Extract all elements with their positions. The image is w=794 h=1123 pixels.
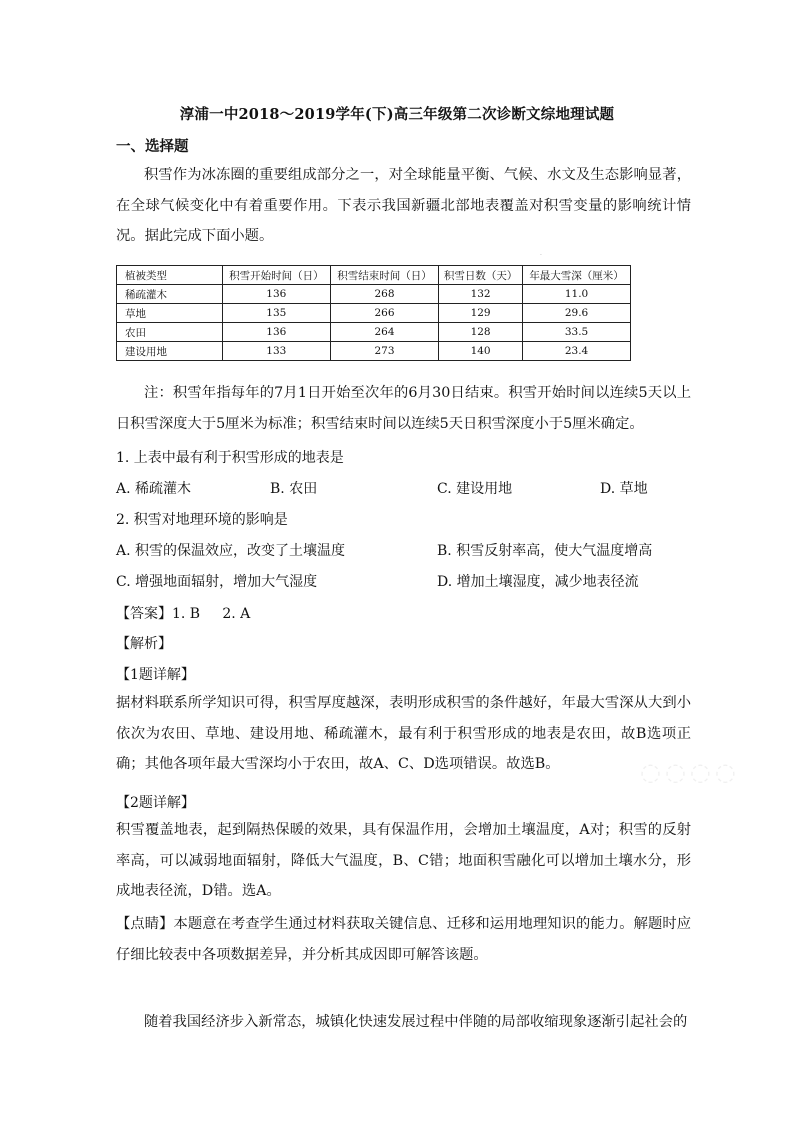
section-heading: 一、选择题	[116, 138, 189, 155]
table-header-cell: 植被类型	[117, 266, 223, 285]
next-paragraph: 随着我国经济步入新常态，城镇化快速发展过程中伴随的局部收缩现象逐渐引起社会的	[144, 1014, 688, 1030]
detail-1-heading: 【1题详解】	[116, 667, 195, 683]
document-title: 淳浦一中2018～2019学年(下)高三年级第二次诊断文综地理试题	[179, 106, 615, 123]
table-header-cell: 积雪结束时间（日）	[330, 266, 438, 285]
table-row	[117, 285, 631, 304]
intro-paragraph: 积雪作为冰冻圈的重要组成部分之一，对全球能量平衡、气候、水文及生态影响显著，在全球气候变化中有着重要作用。下表示我国新疆北部地表覆盖对积雪变量的影响统计情况。据此完成下面小题。	[116, 167, 691, 244]
table-cell: 264	[330, 323, 438, 342]
table-cell: 135	[222, 304, 330, 323]
snow-data-table	[116, 265, 631, 361]
table-header-cell: 积雪开始时间（日）	[222, 266, 330, 285]
table-cell: 266	[330, 304, 438, 323]
q2-option-c: C. 增强地面辐射，增加大气湿度	[116, 574, 318, 590]
table-header-cell: 年最大雪深（厘米）	[523, 266, 631, 285]
table-header-row	[117, 266, 631, 285]
q1-option-c: C. 建设用地	[437, 481, 513, 497]
table-cell: 129	[439, 304, 523, 323]
q2-option-b: B. 积雪反射率高，使大气温度增高	[437, 543, 653, 559]
table-header-cell: 积雪日数（天）	[439, 266, 523, 285]
table-cell: 23.4	[523, 342, 631, 361]
table-row	[117, 323, 631, 342]
table-cell: 273	[330, 342, 438, 361]
detail-2-text: 积雪覆盖地表，起到隔热保暖的效果，具有保温作用，会增加土壤温度，A对；积雪的反射率高，可以减弱地面辐射，降低大气温度，B、C错；地面积雪融化可以增加土壤水分，形成地表径流，D错。选A。	[116, 822, 691, 899]
table-cell: 11.0	[523, 285, 631, 304]
table-cell: 29.6	[523, 304, 631, 323]
table-cell: 268	[330, 285, 438, 304]
table-cell: 33.5	[523, 323, 631, 342]
table-cell: 建设用地	[117, 342, 223, 361]
table-cell: 133	[222, 342, 330, 361]
detail-2-heading: 【2题详解】	[116, 795, 195, 811]
question-2: 2. 积雪对地理环境的影响是	[116, 512, 288, 528]
table-row	[117, 342, 631, 361]
table-cell: 农田	[117, 323, 223, 342]
table-cell: 136	[222, 285, 330, 304]
q2-option-a: A. 积雪的保温效应，改变了土壤温度	[116, 543, 346, 559]
table-cell: 140	[439, 342, 523, 361]
question-1: 1. 上表中最有利于积雪形成的地表是	[116, 450, 344, 466]
q2-option-d: D. 增加土壤湿度，减少地表径流	[437, 574, 639, 590]
table-cell: 128	[439, 323, 523, 342]
q1-option-a: A. 稀疏灌木	[116, 481, 192, 497]
table-cell: 136	[222, 323, 330, 342]
table-cell: 草地	[117, 304, 223, 323]
faint-watermark: ◌◌◌◌	[640, 758, 740, 786]
q1-option-d: D. 草地	[600, 481, 648, 497]
scan-dot: ·	[540, 252, 542, 259]
table-row	[117, 304, 631, 323]
q1-option-b: B. 农田	[270, 481, 318, 497]
table-cell: 稀疏灌木	[117, 285, 223, 304]
table-cell: 132	[439, 285, 523, 304]
analysis-heading: 【解析】	[116, 636, 172, 652]
answer-line: 【答案】1. B 2. A	[116, 606, 251, 622]
dianjing-paragraph: 【点睛】本题意在考查学生通过材料获取关键信息、迁移和运用地理知识的能力。解题时应仔细比较表中各项数据差异，并分析其成因即可解答该题。	[116, 916, 691, 963]
table-note: 注：积雪年指每年的7月1日开始至次年的6月30日结束。积雪开始时间以连续5天以上日积雪深度大于5厘米为标准；积雪结束时间以连续5天日积雪深度小于5厘米确定。	[116, 385, 691, 432]
detail-1-text: 据材料联系所学知识可得，积雪厚度越深，表明形成积雪的条件越好，年最大雪深从大到小依次为农田、草地、建设用地、稀疏灌木，最有利于积雪形成的地表是农田，故B选项正确；其他各项年最大雪深均小于农田，故A、C、D选项错误。故选B。	[116, 695, 691, 772]
